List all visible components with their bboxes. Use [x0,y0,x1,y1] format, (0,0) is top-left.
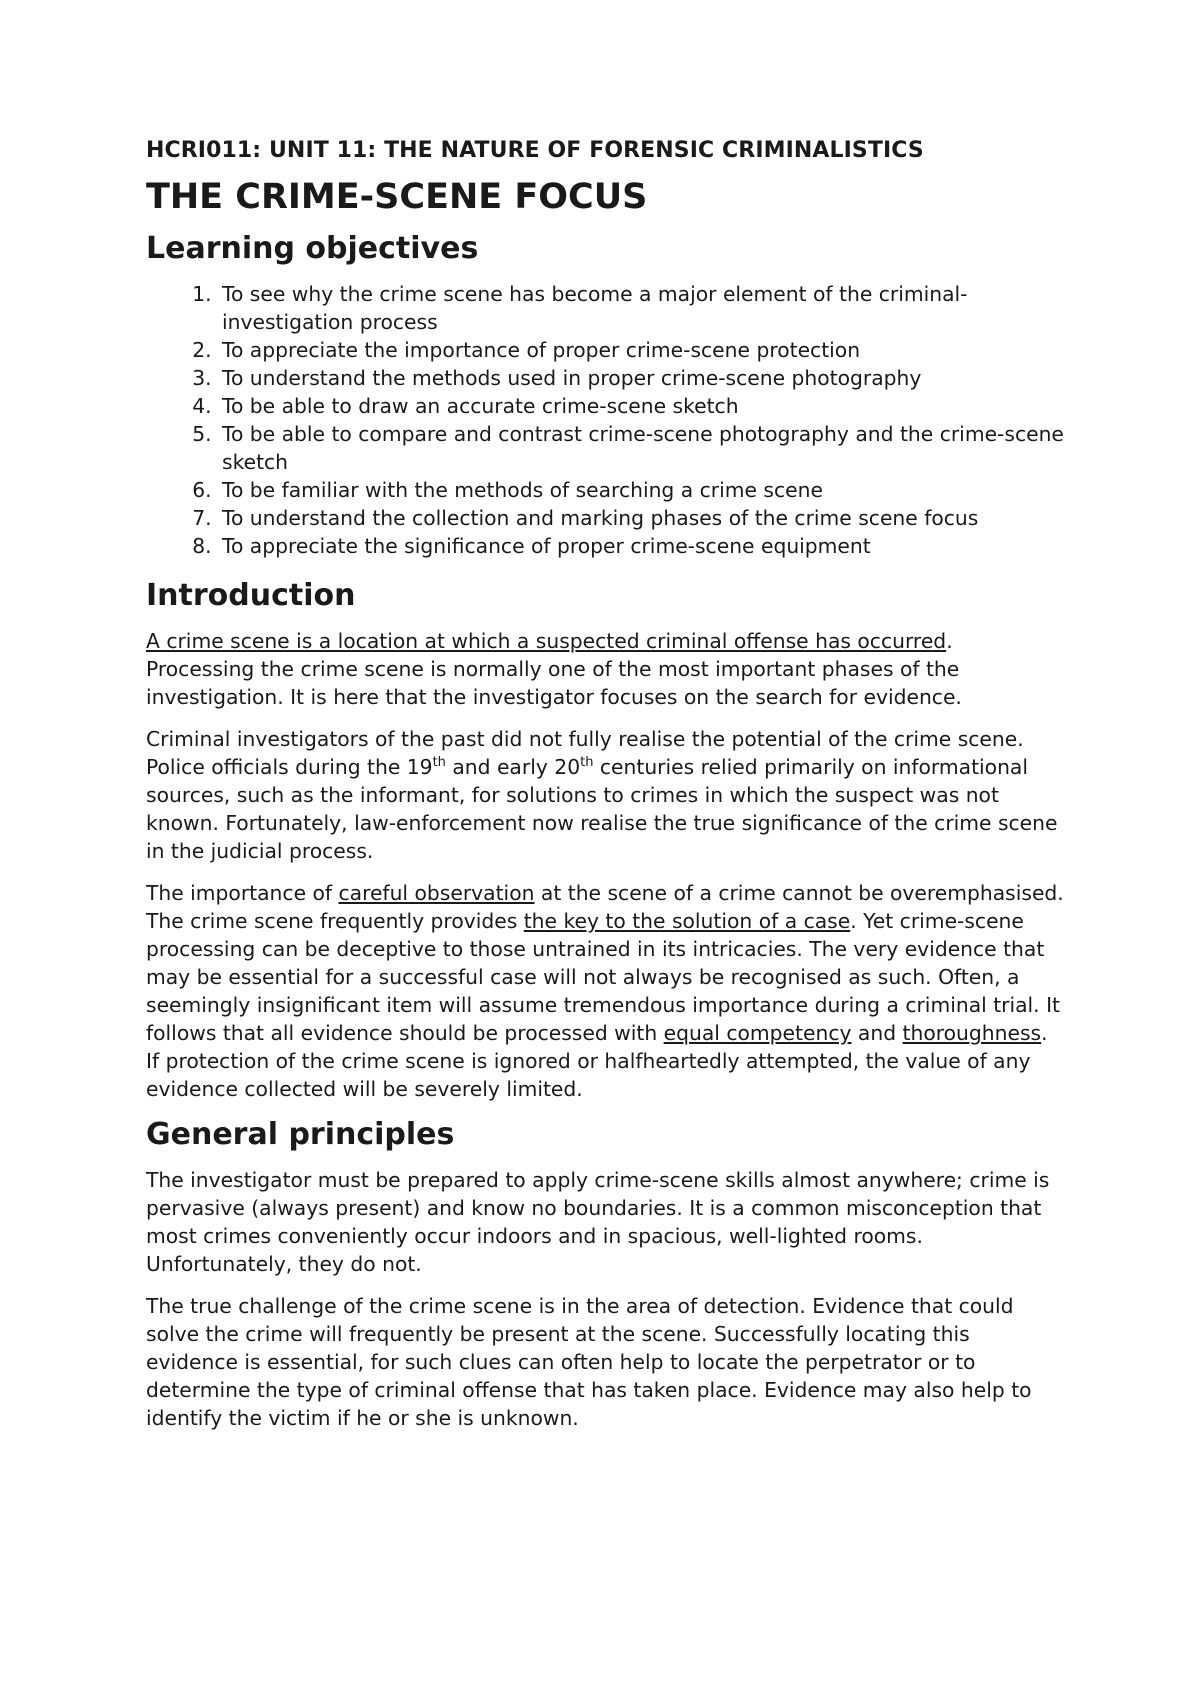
objective-item: 8. To appreciate the significance of proper crime-scene equipment [218,532,1066,560]
objective-item: 7. To understand the collection and marking phases of the crime scene focus [218,504,1066,532]
intro-paragraph-3: The importance of careful observation at the scene of a crime cannot be overemphasised. The crime scene frequently provides the key to the solution of a case. Yet crime-scene processing can be deceptive to those untrained in its intricacies. The very evidence that may be essential for a successful case will not always be recognised as such. Often, a seemingly insignificant item will assume tremendous importance during a criminal trial. It follows that all evidence should be processed with equal competency and thoroughness. If protection of the crime scene is ignored or halfheartedly attempted, the value of any evidence collected will be severely limited. [146,881,1064,1101]
learning-objectives-list [146,280,1066,560]
introduction-heading: Introduction [146,578,356,613]
underlined-phrase: equal competency [663,1021,852,1045]
learning-objectives-heading: Learning objectives [146,231,479,266]
underlined-phrase: careful observation [338,881,535,905]
intro-paragraph-1: A crime scene is a location at which a suspected criminal offense has occurred. Processing the crime scene is normally one of the most important phases of the investigation. It is here that the investigator focuses on the search for evidence. [146,629,962,709]
objective-item: 4. To be able to draw an accurate crime-scene sketch [218,392,1066,420]
objective-item: 2. To appreciate the importance of proper crime-scene protection [218,336,1066,364]
underlined-phrase: the key to the solution of a case [523,909,851,933]
document-page [146,138,1066,1446]
underlined-phrase: thoroughness [902,1021,1042,1045]
objective-item: 3. To understand the methods used in proper crime-scene photography [218,364,1066,392]
crime-scene-definition: A crime scene is a location at which a suspected criminal offense has occurred [146,629,947,653]
objective-item: 6. To be familiar with the methods of searching a crime scene [218,476,1066,504]
objective-item: 5. To be able to compare and contrast crime-scene photography and the crime-scene sketch [218,420,1066,476]
principles-paragraph-2: The true challenge of the crime scene is in the area of detection. Evidence that could solve the crime will frequently be present at the scene. Successfully locating this evidence is essential, for such clues can often help to locate the perpetrator or to determine the type of criminal offense that has taken place. Evidence may also help to identify the victim if he or she is unknown. [146,1294,1032,1430]
intro-paragraph-2: Criminal investigators of the past did not fully realise the potential of the crime scene. Police officials during the 19th and early 20th centuries relied primarily on informational sources, such as the informant, for solutions to crimes in which the suspect was not known. Fortunately, law-enforcement now realise the true significance of the crime scene in the judicial process. [146,727,1058,863]
document-title: THE CRIME-SCENE FOCUS [146,177,648,217]
general-principles-heading: General principles [146,1117,455,1152]
principles-paragraph-1: The investigator must be prepared to apply crime-scene skills almost anywhere; crime is pervasive (always present) and know no boundaries. It is a common misconception that most crimes conveniently occur indoors and in spacious, well-lighted rooms. Unfortunately, they do not. [146,1168,1050,1276]
objective-item: 1. To see why the crime scene has become a major element of the criminal-investigation process [218,280,1066,336]
unit-title: HCRI011: UNIT 11: THE NATURE OF FORENSIC CRIMINALISTICS [146,138,924,163]
